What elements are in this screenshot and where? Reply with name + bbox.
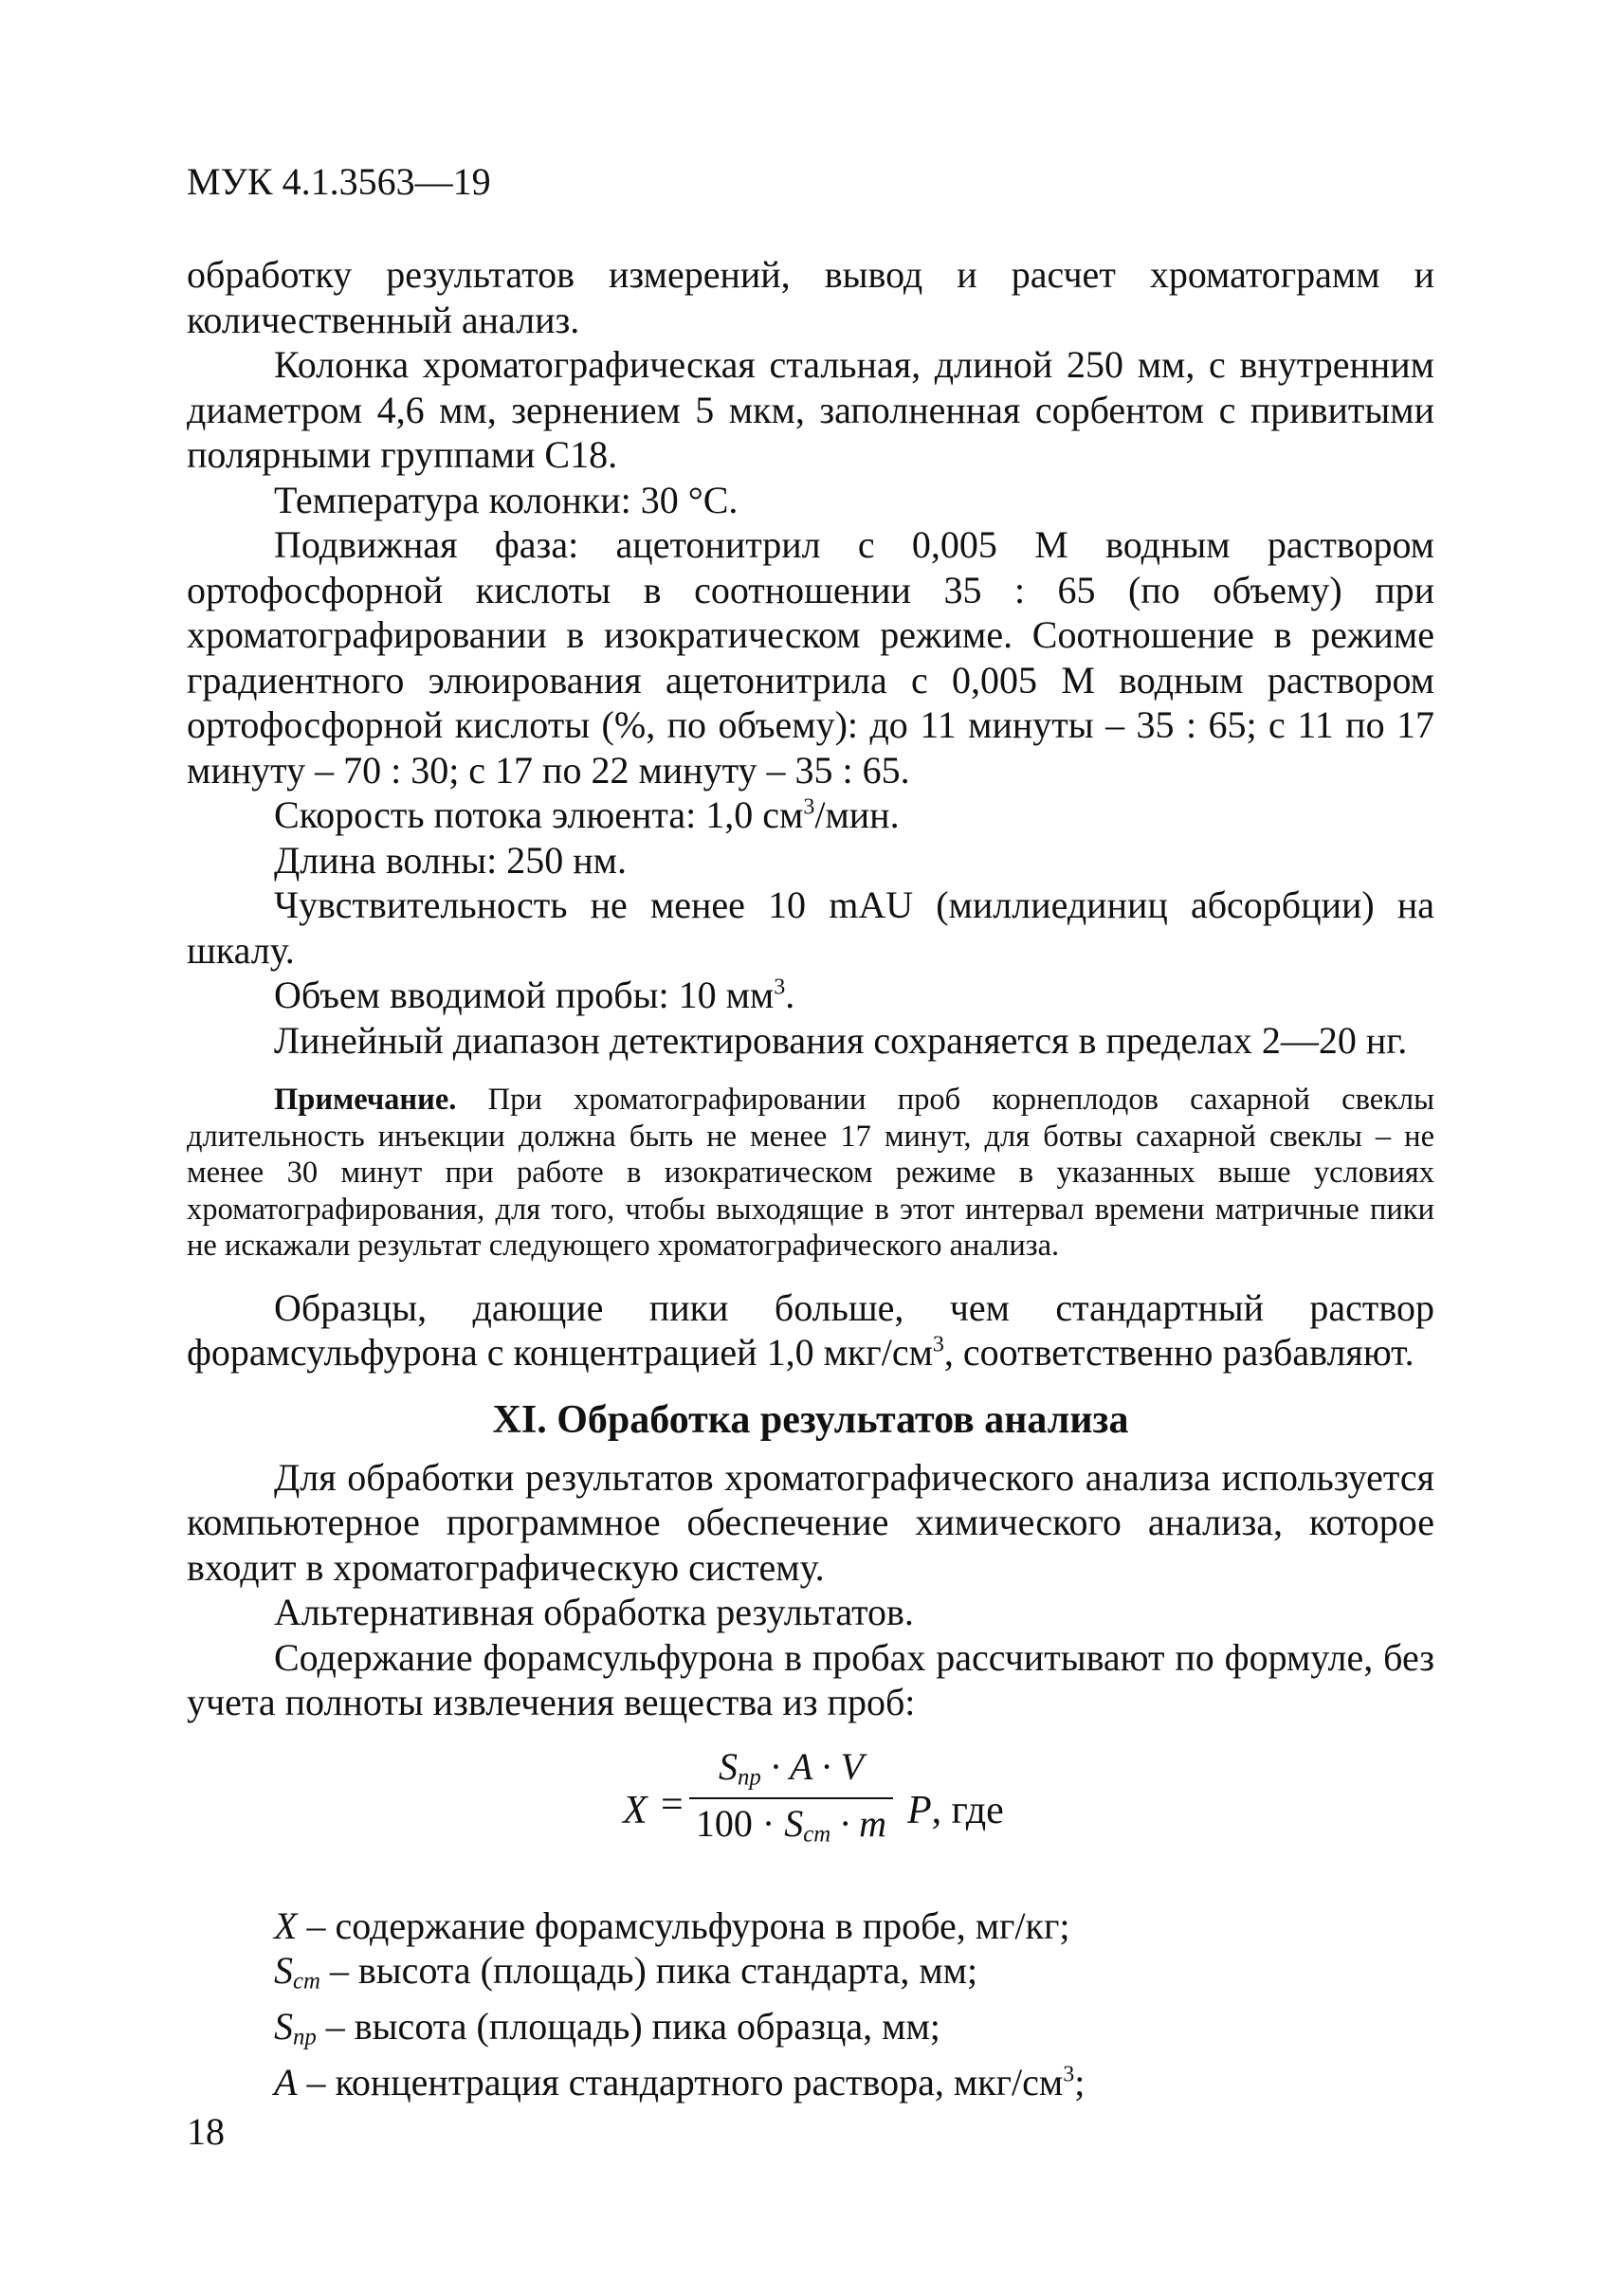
den-pre: 100 ·: [695, 1801, 785, 1845]
def-text: – высота (площадь) пика стандарта, мм;: [319, 1949, 978, 1992]
paragraph-wavelength: Длина волны: 250 нм.: [274, 838, 627, 882]
section-paragraph-formula-intro: Содержание форамсульфурона в пробах рассчитывают по формуле, без учета полноты извлечения вещества из проб:: [187, 1635, 1434, 1723]
flow-rate-tail: /мин.: [814, 793, 900, 836]
flow-rate-sup: 3: [803, 794, 815, 820]
section-paragraph-alternative: Альтернативная обработка результатов.: [274, 1591, 914, 1633]
dilution-text: Образцы, дающие пики больше, чем стандартный раствор форамсульфурона с концентрацией 1,0 мкг/см: [187, 1285, 1434, 1374]
note-label: Примечание.: [274, 1083, 457, 1117]
formula-numerator: [689, 1744, 893, 1797]
section-heading: XI. Обработка результатов анализа: [492, 1397, 1129, 1442]
def-sym: S: [274, 1949, 293, 1992]
flow-rate-text: Скорость потока элюента: 1,0 см: [274, 793, 804, 836]
def-text: – концентрация стандартного раствора, мкг/см: [297, 2060, 1064, 2104]
def-sub: ст: [293, 1968, 320, 1994]
note-text: При хроматографировании проб корнеплодов сахарной свеклы длительность инъекции должна быть не менее 17 минут, для ботвы сахарной свеклы – не менее 30 минут при работе в изократическом режиме в указанных выше условиях хроматографирования, для того, чтобы выходящие в этот интервал времени матричные пики не искажали результат следующего хроматографического анализа.: [187, 1083, 1434, 1263]
den-s: S: [784, 1801, 804, 1845]
injection-volume-sup: 3: [774, 974, 786, 1000]
dilution-sup: 3: [932, 1332, 944, 1357]
formula-rhs: [907, 1788, 1004, 1833]
formula-equals: =: [661, 1782, 684, 1827]
paragraph-sensitivity: Чувствительность не менее 10 mAU (миллиединиц абсорбции) на шкалу.: [187, 883, 1434, 972]
paragraph-linear-range: Линейный диапазон детектирования сохраняется в пределах 2—20 нг.: [274, 1018, 1408, 1062]
note: [187, 1082, 1434, 1265]
injection-volume-tail: .: [785, 974, 795, 1016]
definition-s-pr: [274, 2004, 1434, 2060]
def-text: – содержание форамсульфурона в пробе, мг/кг;: [297, 1903, 1070, 1947]
formula-tail: , где: [931, 1788, 1004, 1832]
num-s: S: [719, 1744, 739, 1788]
definition-a: [274, 2060, 1434, 2105]
paragraph-column: Колонка хроматографическая стальная, длиной 250 мм, с внутренним диаметром 4,6 мм, зернением 5 мкм, заполненная сорбентом с привитыми полярными группами С18.: [187, 343, 1434, 476]
def-tail: ;: [1074, 2060, 1086, 2104]
dilution-tail: , соответственно разбавляют.: [943, 1331, 1414, 1374]
section-paragraph-software: Для обработки результатов хроматографического анализа используется компьютерное программное обеспечение химического анализа, которое входит в хроматографическую систему.: [187, 1455, 1434, 1589]
num-rest: · A · V: [760, 1744, 864, 1788]
paragraph-flow-rate: [187, 792, 1434, 838]
formula-fraction: [689, 1744, 893, 1854]
paragraph-column-temp: Температура колонки: 30 °С.: [274, 478, 739, 521]
document-code: МУК 4.1.3563—19: [187, 160, 491, 203]
formula: [187, 1744, 1434, 1886]
def-text: – высота (площадь) пика образца, мм;: [316, 2004, 940, 2048]
injection-volume-text: Объем вводимой пробы: 10 мм: [274, 974, 775, 1016]
formula-p: P: [907, 1788, 932, 1832]
def-sym: X: [274, 1903, 298, 1947]
paragraph-dilution: [187, 1285, 1434, 1375]
def-sym: S: [274, 2004, 293, 2048]
paragraph-injection-volume: [187, 973, 1434, 1018]
num-sub: пр: [738, 1763, 761, 1790]
formula-denominator: [689, 1799, 893, 1854]
def-sub: пр: [293, 2024, 317, 2050]
def-sym: A: [274, 2060, 298, 2104]
paragraph-continuation: обработку результатов измерений, вывод и расчет хроматограмм и количественный анализ.: [187, 253, 1434, 341]
def-sup: 3: [1063, 2062, 1075, 2087]
page-number: 18: [187, 2110, 225, 2153]
page-content: [187, 252, 1434, 2104]
definition-s-st: [274, 1948, 1434, 2004]
paragraph-mobile-phase: Подвижная фаза: ацетонитрил с 0,005 М водным раствором ортофосфорной кислоты в соотношении 35 : 65 (по объему) при хроматографировании в изократическом режиме. Соотношение в режиме градиентного элюирования ацетонитрила с 0,005 М водным раствором ортофосфорной кислоты (%, по объему): до 11 минуты – 35 : 65; с 11 по 17 минуту – 70 : 30; с 17 по 22 минуту – 35 : 65.: [187, 523, 1434, 792]
definition-x: [274, 1903, 1434, 1949]
den-rest: · m: [830, 1801, 887, 1845]
den-sub: ст: [803, 1820, 831, 1847]
formula-lhs: X: [623, 1788, 648, 1832]
